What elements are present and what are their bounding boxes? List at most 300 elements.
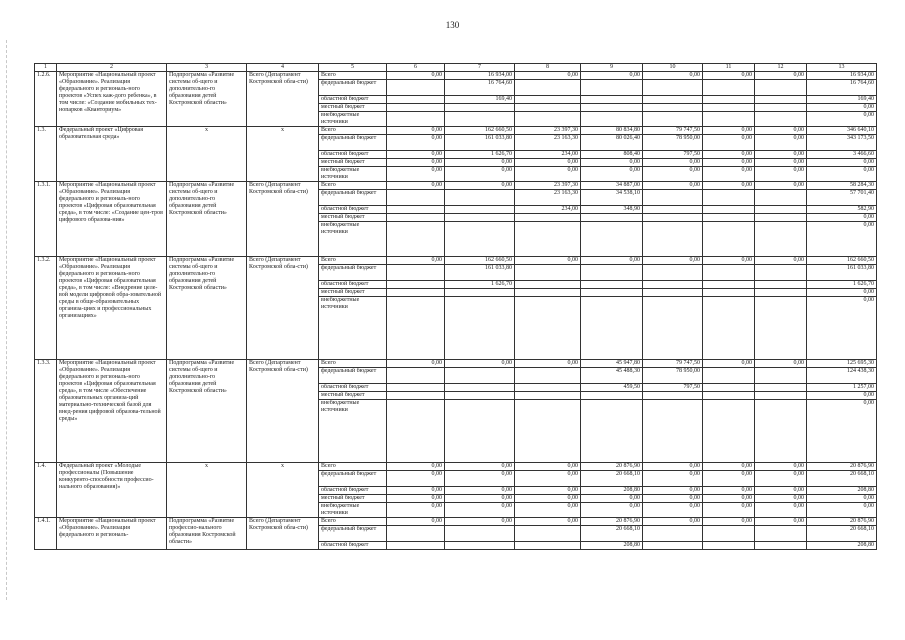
amount-cell: 20 668,10 — [807, 526, 877, 542]
amount-cell: 0,00 — [807, 167, 877, 182]
amount-cell: 78 950,00 — [643, 368, 703, 384]
amount-cell — [643, 392, 703, 400]
measure-name-cell: Мероприятие «Национальный проект «Образование». Реализация федерального и региональ-ного проектов «Цифровая образовательная среда», в том числе «Обеспечение образовательных организа-ций материально-технической базой для внед-рения цифровой образова-тельной среды» — [57, 360, 167, 463]
column-number-cell: 5 — [319, 64, 387, 72]
amount-cell — [445, 104, 515, 112]
amount-cell — [387, 190, 445, 206]
amount-cell — [703, 190, 755, 206]
amount-cell — [703, 526, 755, 542]
amount-cell: 0,00 — [581, 257, 643, 265]
column-number-row — [35, 64, 877, 72]
funding-source-cell: областной бюджет — [319, 206, 387, 214]
amount-cell — [643, 112, 703, 127]
amount-cell: 0,00 — [755, 159, 807, 167]
subprogram-cell: Подпрограмма «Развитие системы об-щего и дополнительно-го образования детей Костромской области» — [167, 72, 247, 127]
amount-cell — [755, 289, 807, 297]
amount-cell: 0,00 — [581, 167, 643, 182]
measure-name-cell: Мероприятие «Национальный проект «Образование». Реализация федерального и региональ-ного проектов «Цифровая образовательная среда», в том числе: «Создание цен-тров цифрового образова-ния» — [57, 182, 167, 257]
amount-cell — [515, 281, 581, 289]
amount-cell — [643, 190, 703, 206]
funding-source-cell: областной бюджет — [319, 487, 387, 495]
amount-cell: 0,00 — [755, 151, 807, 159]
amount-cell: 0,00 — [755, 72, 807, 80]
amount-cell: 208,80 — [807, 542, 877, 550]
amount-cell: 0,00 — [703, 127, 755, 135]
amount-cell: 58 284,30 — [807, 182, 877, 190]
amount-cell — [703, 392, 755, 400]
amount-cell: 0,00 — [755, 503, 807, 518]
amount-cell — [703, 542, 755, 550]
amount-cell — [515, 289, 581, 297]
funding-source-cell: федеральный бюджет — [319, 526, 387, 542]
amount-cell — [755, 368, 807, 384]
amount-cell: 23 397,30 — [515, 182, 581, 190]
amount-cell: 124 438,30 — [807, 368, 877, 384]
amount-cell — [643, 206, 703, 214]
amount-cell — [387, 104, 445, 112]
amount-cell — [445, 206, 515, 214]
amount-cell: 234,00 — [515, 206, 581, 214]
amount-cell: 0,00 — [703, 518, 755, 526]
column-number-cell: 11 — [703, 64, 755, 72]
amount-cell: 162 660,50 — [445, 127, 515, 135]
amount-cell — [387, 214, 445, 222]
column-number-cell: 10 — [643, 64, 703, 72]
amount-cell: 0,00 — [703, 167, 755, 182]
amount-cell: 234,00 — [515, 151, 581, 159]
amount-cell: 0,00 — [703, 151, 755, 159]
amount-cell: 162 660,50 — [445, 257, 515, 265]
measure-name-cell: Федеральный проект «Цифровая образовательная среда» — [57, 127, 167, 182]
amount-cell — [387, 265, 445, 281]
column-number-cell: 3 — [167, 64, 247, 72]
amount-cell: 0,00 — [643, 503, 703, 518]
executor-cell: Всего (Департамент Костромской обла-сти) — [247, 72, 319, 127]
subprogram-cell: Подпрограмма «Развитие системы об-щего и дополнительно-го образования детей Костромской области» — [167, 182, 247, 257]
amount-cell: 79 747,50 — [643, 360, 703, 368]
amount-cell — [445, 112, 515, 127]
amount-cell — [515, 80, 581, 96]
amount-cell: 16 764,60 — [807, 80, 877, 96]
amount-cell: 582,90 — [807, 206, 877, 214]
amount-cell: 0,00 — [755, 495, 807, 503]
executor-cell: Всего (Департамент Костромской обла-сти) — [247, 518, 319, 550]
amount-cell: 169,40 — [445, 96, 515, 104]
table-row — [35, 518, 877, 526]
amount-cell: 0,00 — [755, 127, 807, 135]
amount-cell: 0,00 — [755, 360, 807, 368]
amount-cell: 20 668,10 — [581, 471, 643, 487]
executor-cell: х — [247, 463, 319, 518]
funding-source-cell: федеральный бюджет — [319, 190, 387, 206]
amount-cell: 0,00 — [387, 518, 445, 526]
amount-cell: 808,40 — [581, 151, 643, 159]
measure-name-cell: Федеральный проект «Молодые профессионалы (Повышение конкуренто-способности профессио-нального образования)» — [57, 463, 167, 518]
funding-source-cell: внебюджетные источники — [319, 503, 387, 518]
subprogram-cell: Подпрограмма «Развитие профессио-нального образования Костромской области» — [167, 518, 247, 550]
amount-cell: 0,00 — [515, 167, 581, 182]
amount-cell: 0,00 — [387, 135, 445, 151]
amount-cell: 1 626,70 — [445, 151, 515, 159]
amount-cell — [581, 104, 643, 112]
funding-source-cell: Всего — [319, 463, 387, 471]
amount-cell: 0,00 — [387, 159, 445, 167]
amount-cell — [755, 222, 807, 257]
amount-cell: 169,40 — [807, 96, 877, 104]
amount-cell: 0,00 — [387, 495, 445, 503]
amount-cell: 0,00 — [387, 127, 445, 135]
amount-cell — [643, 526, 703, 542]
funding-source-cell: федеральный бюджет — [319, 135, 387, 151]
amount-cell: 0,00 — [515, 72, 581, 80]
amount-cell: 0,00 — [515, 360, 581, 368]
amount-cell — [387, 206, 445, 214]
funding-source-cell: местный бюджет — [319, 495, 387, 503]
amount-cell — [755, 400, 807, 463]
amount-cell: 0,00 — [515, 518, 581, 526]
amount-cell — [581, 80, 643, 96]
amount-cell — [703, 214, 755, 222]
amount-cell: 0,00 — [515, 257, 581, 265]
funding-source-cell: областной бюджет — [319, 151, 387, 159]
amount-cell: 343 173,50 — [807, 135, 877, 151]
measure-name-cell: Мероприятие «Национальный проект «Образование». Реализация федерального и региональ-ного проектов «Успех каж-дого ребенка», в том числе: «Создание мобильных тех-нопарков «Кванториум» — [57, 72, 167, 127]
amount-cell: 161 033,80 — [807, 265, 877, 281]
amount-cell — [643, 265, 703, 281]
amount-cell: 208,80 — [807, 487, 877, 495]
amount-cell: 57 701,40 — [807, 190, 877, 206]
amount-cell: 161 033,80 — [445, 135, 515, 151]
amount-cell — [387, 80, 445, 96]
amount-cell — [755, 104, 807, 112]
measure-name-cell: Мероприятие «Национальный проект «Образование». Реализация федерального и региональ- — [57, 518, 167, 550]
funding-source-cell: Всего — [319, 360, 387, 368]
funding-source-cell: местный бюджет — [319, 392, 387, 400]
amount-cell: 0,00 — [387, 72, 445, 80]
amount-cell — [643, 289, 703, 297]
amount-cell — [387, 384, 445, 392]
amount-cell — [643, 400, 703, 463]
amount-cell — [515, 392, 581, 400]
executor-cell: Всего (Департамент Костромской обла-сти) — [247, 257, 319, 360]
amount-cell: 45 947,80 — [581, 360, 643, 368]
table-row — [35, 72, 877, 80]
funding-source-cell: областной бюджет — [319, 281, 387, 289]
amount-cell — [755, 214, 807, 222]
amount-cell: 459,50 — [581, 384, 643, 392]
amount-cell: 23 163,30 — [515, 190, 581, 206]
amount-cell: 0,00 — [703, 182, 755, 190]
amount-cell — [755, 80, 807, 96]
funding-source-cell: областной бюджет — [319, 96, 387, 104]
amount-cell: 3 466,60 — [807, 151, 877, 159]
amount-cell — [445, 368, 515, 384]
amount-cell — [755, 265, 807, 281]
amount-cell — [515, 526, 581, 542]
amount-cell: 79 747,50 — [643, 127, 703, 135]
amount-cell: 0,00 — [755, 518, 807, 526]
amount-cell — [581, 96, 643, 104]
amount-cell — [387, 526, 445, 542]
amount-cell: 0,00 — [643, 167, 703, 182]
amount-cell: 0,00 — [643, 182, 703, 190]
funding-source-cell: внебюджетные источники — [319, 112, 387, 127]
funding-source-cell: Всего — [319, 257, 387, 265]
amount-cell — [643, 222, 703, 257]
budget-table — [34, 63, 877, 550]
amount-cell — [755, 96, 807, 104]
column-number-cell: 9 — [581, 64, 643, 72]
amount-cell — [703, 384, 755, 392]
amount-cell: 0,00 — [515, 159, 581, 167]
amount-cell: 0,00 — [515, 503, 581, 518]
amount-cell: 0,00 — [703, 463, 755, 471]
amount-cell: 0,00 — [807, 222, 877, 257]
subprogram-cell: Подпрограмма «Развитие системы об-щего и дополнительно-го образования детей Костромской области» — [167, 360, 247, 463]
row-id-cell: 1.4. — [35, 463, 57, 518]
amount-cell: 0,00 — [445, 503, 515, 518]
binding-margin-line — [6, 40, 7, 600]
amount-cell: 0,00 — [445, 167, 515, 182]
amount-cell: 0,00 — [755, 463, 807, 471]
amount-cell: 45 488,30 — [581, 368, 643, 384]
amount-cell — [515, 297, 581, 360]
amount-cell: 20 668,10 — [807, 471, 877, 487]
amount-cell — [515, 265, 581, 281]
amount-cell: 0,00 — [807, 297, 877, 360]
amount-cell: 0,00 — [755, 182, 807, 190]
amount-cell — [581, 265, 643, 281]
amount-cell — [387, 222, 445, 257]
funding-source-cell: местный бюджет — [319, 289, 387, 297]
amount-cell — [387, 392, 445, 400]
column-number-cell: 12 — [755, 64, 807, 72]
amount-cell — [643, 214, 703, 222]
executor-cell: Всего (Департамент Костромской обла-сти) — [247, 182, 319, 257]
amount-cell — [703, 281, 755, 289]
amount-cell — [703, 222, 755, 257]
amount-cell: 0,00 — [515, 487, 581, 495]
amount-cell: 0,00 — [581, 72, 643, 80]
amount-cell — [581, 112, 643, 127]
funding-source-cell: областной бюджет — [319, 384, 387, 392]
amount-cell: 0,00 — [703, 72, 755, 80]
amount-cell — [755, 112, 807, 127]
amount-cell: 0,00 — [581, 159, 643, 167]
amount-cell: 0,00 — [755, 257, 807, 265]
amount-cell — [387, 289, 445, 297]
executor-cell: Всего (Департамент Костромской обла-сти) — [247, 360, 319, 463]
amount-cell — [445, 289, 515, 297]
amount-cell: 0,00 — [755, 487, 807, 495]
amount-cell: 20 876,90 — [581, 463, 643, 471]
amount-cell: 16 764,60 — [445, 80, 515, 96]
amount-cell: 23 163,30 — [515, 135, 581, 151]
amount-cell — [387, 297, 445, 360]
funding-source-cell: Всего — [319, 518, 387, 526]
amount-cell — [445, 392, 515, 400]
amount-cell — [515, 112, 581, 127]
amount-cell — [643, 104, 703, 112]
amount-cell: 0,00 — [643, 72, 703, 80]
amount-cell: 0,00 — [387, 360, 445, 368]
amount-cell: 0,00 — [643, 487, 703, 495]
amount-cell: 0,00 — [807, 112, 877, 127]
amount-cell — [581, 214, 643, 222]
amount-cell: 0,00 — [515, 463, 581, 471]
amount-cell — [445, 542, 515, 550]
amount-cell: 0,00 — [703, 135, 755, 151]
funding-source-cell: федеральный бюджет — [319, 471, 387, 487]
subprogram-cell: х — [167, 463, 247, 518]
amount-cell — [703, 104, 755, 112]
column-number-cell: 13 — [807, 64, 877, 72]
amount-cell: 1 626,70 — [445, 281, 515, 289]
amount-cell: 0,00 — [807, 503, 877, 518]
amount-cell: 0,00 — [643, 495, 703, 503]
funding-source-cell: федеральный бюджет — [319, 80, 387, 96]
row-id-cell: 1.3.2. — [35, 257, 57, 360]
amount-cell: 0,00 — [515, 495, 581, 503]
amount-cell — [703, 206, 755, 214]
amount-cell: 0,00 — [387, 463, 445, 471]
amount-cell: 0,00 — [387, 487, 445, 495]
amount-cell — [755, 190, 807, 206]
amount-cell: 34 538,10 — [581, 190, 643, 206]
amount-cell — [703, 112, 755, 127]
amount-cell: 0,00 — [807, 392, 877, 400]
amount-cell: 0,00 — [387, 471, 445, 487]
table-row — [35, 182, 877, 190]
amount-cell: 78 950,00 — [643, 135, 703, 151]
amount-cell — [445, 190, 515, 206]
amount-cell — [387, 542, 445, 550]
amount-cell: 0,00 — [445, 360, 515, 368]
amount-cell — [755, 526, 807, 542]
column-number-cell: 2 — [57, 64, 167, 72]
amount-cell — [643, 542, 703, 550]
funding-source-cell: федеральный бюджет — [319, 265, 387, 281]
amount-cell — [387, 400, 445, 463]
amount-cell: 0,00 — [445, 487, 515, 495]
amount-cell — [755, 297, 807, 360]
amount-cell: 0,00 — [445, 518, 515, 526]
amount-cell: 1 257,00 — [807, 384, 877, 392]
amount-cell: 0,00 — [643, 257, 703, 265]
amount-cell — [703, 400, 755, 463]
amount-cell — [581, 392, 643, 400]
amount-cell — [581, 297, 643, 360]
amount-cell: 0,00 — [807, 214, 877, 222]
amount-cell: 208,80 — [581, 487, 643, 495]
amount-cell: 20 876,90 — [581, 518, 643, 526]
amount-cell: 0,00 — [807, 289, 877, 297]
amount-cell — [643, 297, 703, 360]
amount-cell: 346 640,10 — [807, 127, 877, 135]
amount-cell: 0,00 — [755, 135, 807, 151]
amount-cell — [755, 384, 807, 392]
amount-cell — [445, 384, 515, 392]
amount-cell: 1 626,70 — [807, 281, 877, 289]
amount-cell — [703, 265, 755, 281]
amount-cell: 20 876,90 — [807, 463, 877, 471]
row-id-cell: 1.3. — [35, 127, 57, 182]
amount-cell — [515, 384, 581, 392]
amount-cell — [703, 289, 755, 297]
amount-cell — [581, 400, 643, 463]
amount-cell: 0,00 — [643, 471, 703, 487]
amount-cell: 0,00 — [703, 503, 755, 518]
funding-source-cell: внебюджетные источники — [319, 167, 387, 182]
amount-cell — [445, 526, 515, 542]
amount-cell: 80 026,40 — [581, 135, 643, 151]
amount-cell: 20 876,90 — [807, 518, 877, 526]
amount-cell — [515, 214, 581, 222]
subprogram-cell: Подпрограмма «Развитие системы об-щего и дополнительно-го образования детей Костромской области» — [167, 257, 247, 360]
measure-name-cell: Мероприятие «Национальный проект «Образование». Реализация федерального и региональ-ного проектов «Цифровая образовательная среда», в том числе: «Внедрение целе-вой модели цифровой обра-зовательной среды в обще-образовательных организа-циях и профессиональных организациях» — [57, 257, 167, 360]
funding-source-cell: Всего — [319, 127, 387, 135]
amount-cell: 0,00 — [387, 182, 445, 190]
amount-cell: 0,00 — [581, 495, 643, 503]
amount-cell — [445, 222, 515, 257]
amount-cell: 161 033,80 — [445, 265, 515, 281]
amount-cell — [703, 297, 755, 360]
amount-cell: 0,00 — [807, 495, 877, 503]
amount-cell: 0,00 — [445, 495, 515, 503]
amount-cell — [755, 542, 807, 550]
amount-cell — [755, 392, 807, 400]
amount-cell: 125 695,30 — [807, 360, 877, 368]
table-row — [35, 463, 877, 471]
amount-cell — [515, 400, 581, 463]
amount-cell — [515, 104, 581, 112]
funding-source-cell: областной бюджет — [319, 542, 387, 550]
amount-cell: 0,00 — [445, 159, 515, 167]
amount-cell — [581, 222, 643, 257]
amount-cell: 797,50 — [643, 151, 703, 159]
amount-cell — [445, 400, 515, 463]
amount-cell: 0,00 — [387, 257, 445, 265]
funding-source-cell: внебюджетные источники — [319, 400, 387, 463]
column-number-cell: 7 — [445, 64, 515, 72]
amount-cell: 0,00 — [755, 167, 807, 182]
amount-cell: 348,90 — [581, 206, 643, 214]
funding-source-cell: федеральный бюджет — [319, 368, 387, 384]
amount-cell: 0,00 — [755, 471, 807, 487]
amount-cell — [445, 297, 515, 360]
amount-cell: 797,50 — [643, 384, 703, 392]
subprogram-cell: х — [167, 127, 247, 182]
amount-cell — [703, 96, 755, 104]
amount-cell — [445, 214, 515, 222]
table-row — [35, 360, 877, 368]
amount-cell — [515, 368, 581, 384]
amount-cell — [703, 368, 755, 384]
row-id-cell: 1.3.1. — [35, 182, 57, 257]
executor-cell: х — [247, 127, 319, 182]
funding-source-cell: внебюджетные источники — [319, 222, 387, 257]
column-number-cell: 1 — [35, 64, 57, 72]
row-id-cell: 1.4.1. — [35, 518, 57, 550]
amount-cell: 162 660,50 — [807, 257, 877, 265]
amount-cell: 0,00 — [703, 159, 755, 167]
funding-source-cell: местный бюджет — [319, 104, 387, 112]
page-number: 130 — [445, 20, 460, 30]
amount-cell: 0,00 — [445, 471, 515, 487]
amount-cell — [755, 206, 807, 214]
funding-source-cell: Всего — [319, 182, 387, 190]
amount-cell: 0,00 — [703, 487, 755, 495]
